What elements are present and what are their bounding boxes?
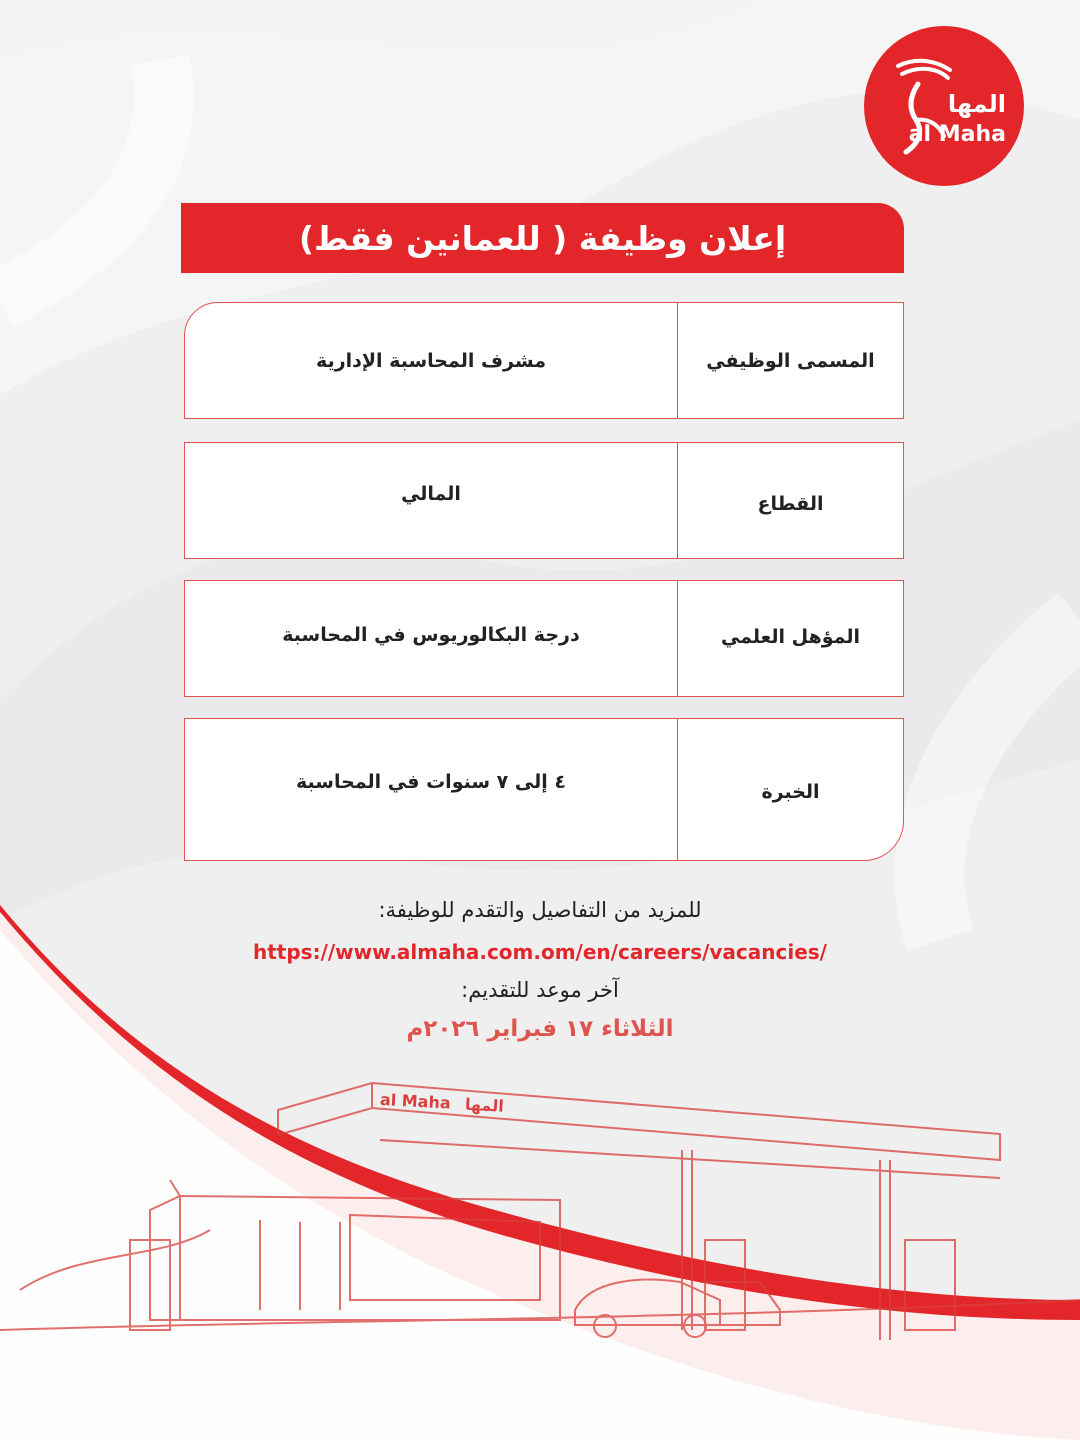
careers-link[interactable]: https://www.almaha.com.om/en/careers/vacancies/ <box>252 940 827 964</box>
detail-row-job-title <box>184 302 904 419</box>
detail-row-sector <box>184 442 904 559</box>
station-sign-arabic: المها <box>464 1094 505 1116</box>
logo-english-text: al Maha <box>908 122 1006 147</box>
banner-title: إعلان وظيفة ( للعمانين فقط) <box>298 218 787 258</box>
detail-value: مشرف المحاسبة الإدارية <box>316 349 546 372</box>
detail-row-experience <box>184 718 904 861</box>
detail-value: درجة البكالوريوس في المحاسبة <box>282 624 580 646</box>
more-details-text: للمزيد من التفاصيل والتقدم للوظيفة: <box>378 898 702 922</box>
gas-station-illustration <box>0 880 1080 1440</box>
deadline-date: الثلاثاء ١٧ فبراير ٢٠٢٦م <box>406 1016 674 1042</box>
al-maha-logo <box>864 26 1024 186</box>
detail-value: المالي <box>401 483 461 505</box>
job-announcement-banner <box>181 203 904 273</box>
detail-label: القطاع <box>677 443 903 558</box>
detail-label: الخبرة <box>677 719 903 860</box>
deadline-label: آخر موعد للتقديم: <box>461 978 619 1002</box>
logo-arabic-text: المها <box>947 90 1006 118</box>
detail-row-qualification <box>184 580 904 697</box>
detail-value: ٤ إلى ٧ سنوات في المحاسبة <box>296 771 566 793</box>
detail-label: المسمى الوظيفي <box>677 303 903 418</box>
station-sign-english: al Maha <box>379 1089 452 1113</box>
detail-label: المؤهل العلمي <box>677 581 903 696</box>
